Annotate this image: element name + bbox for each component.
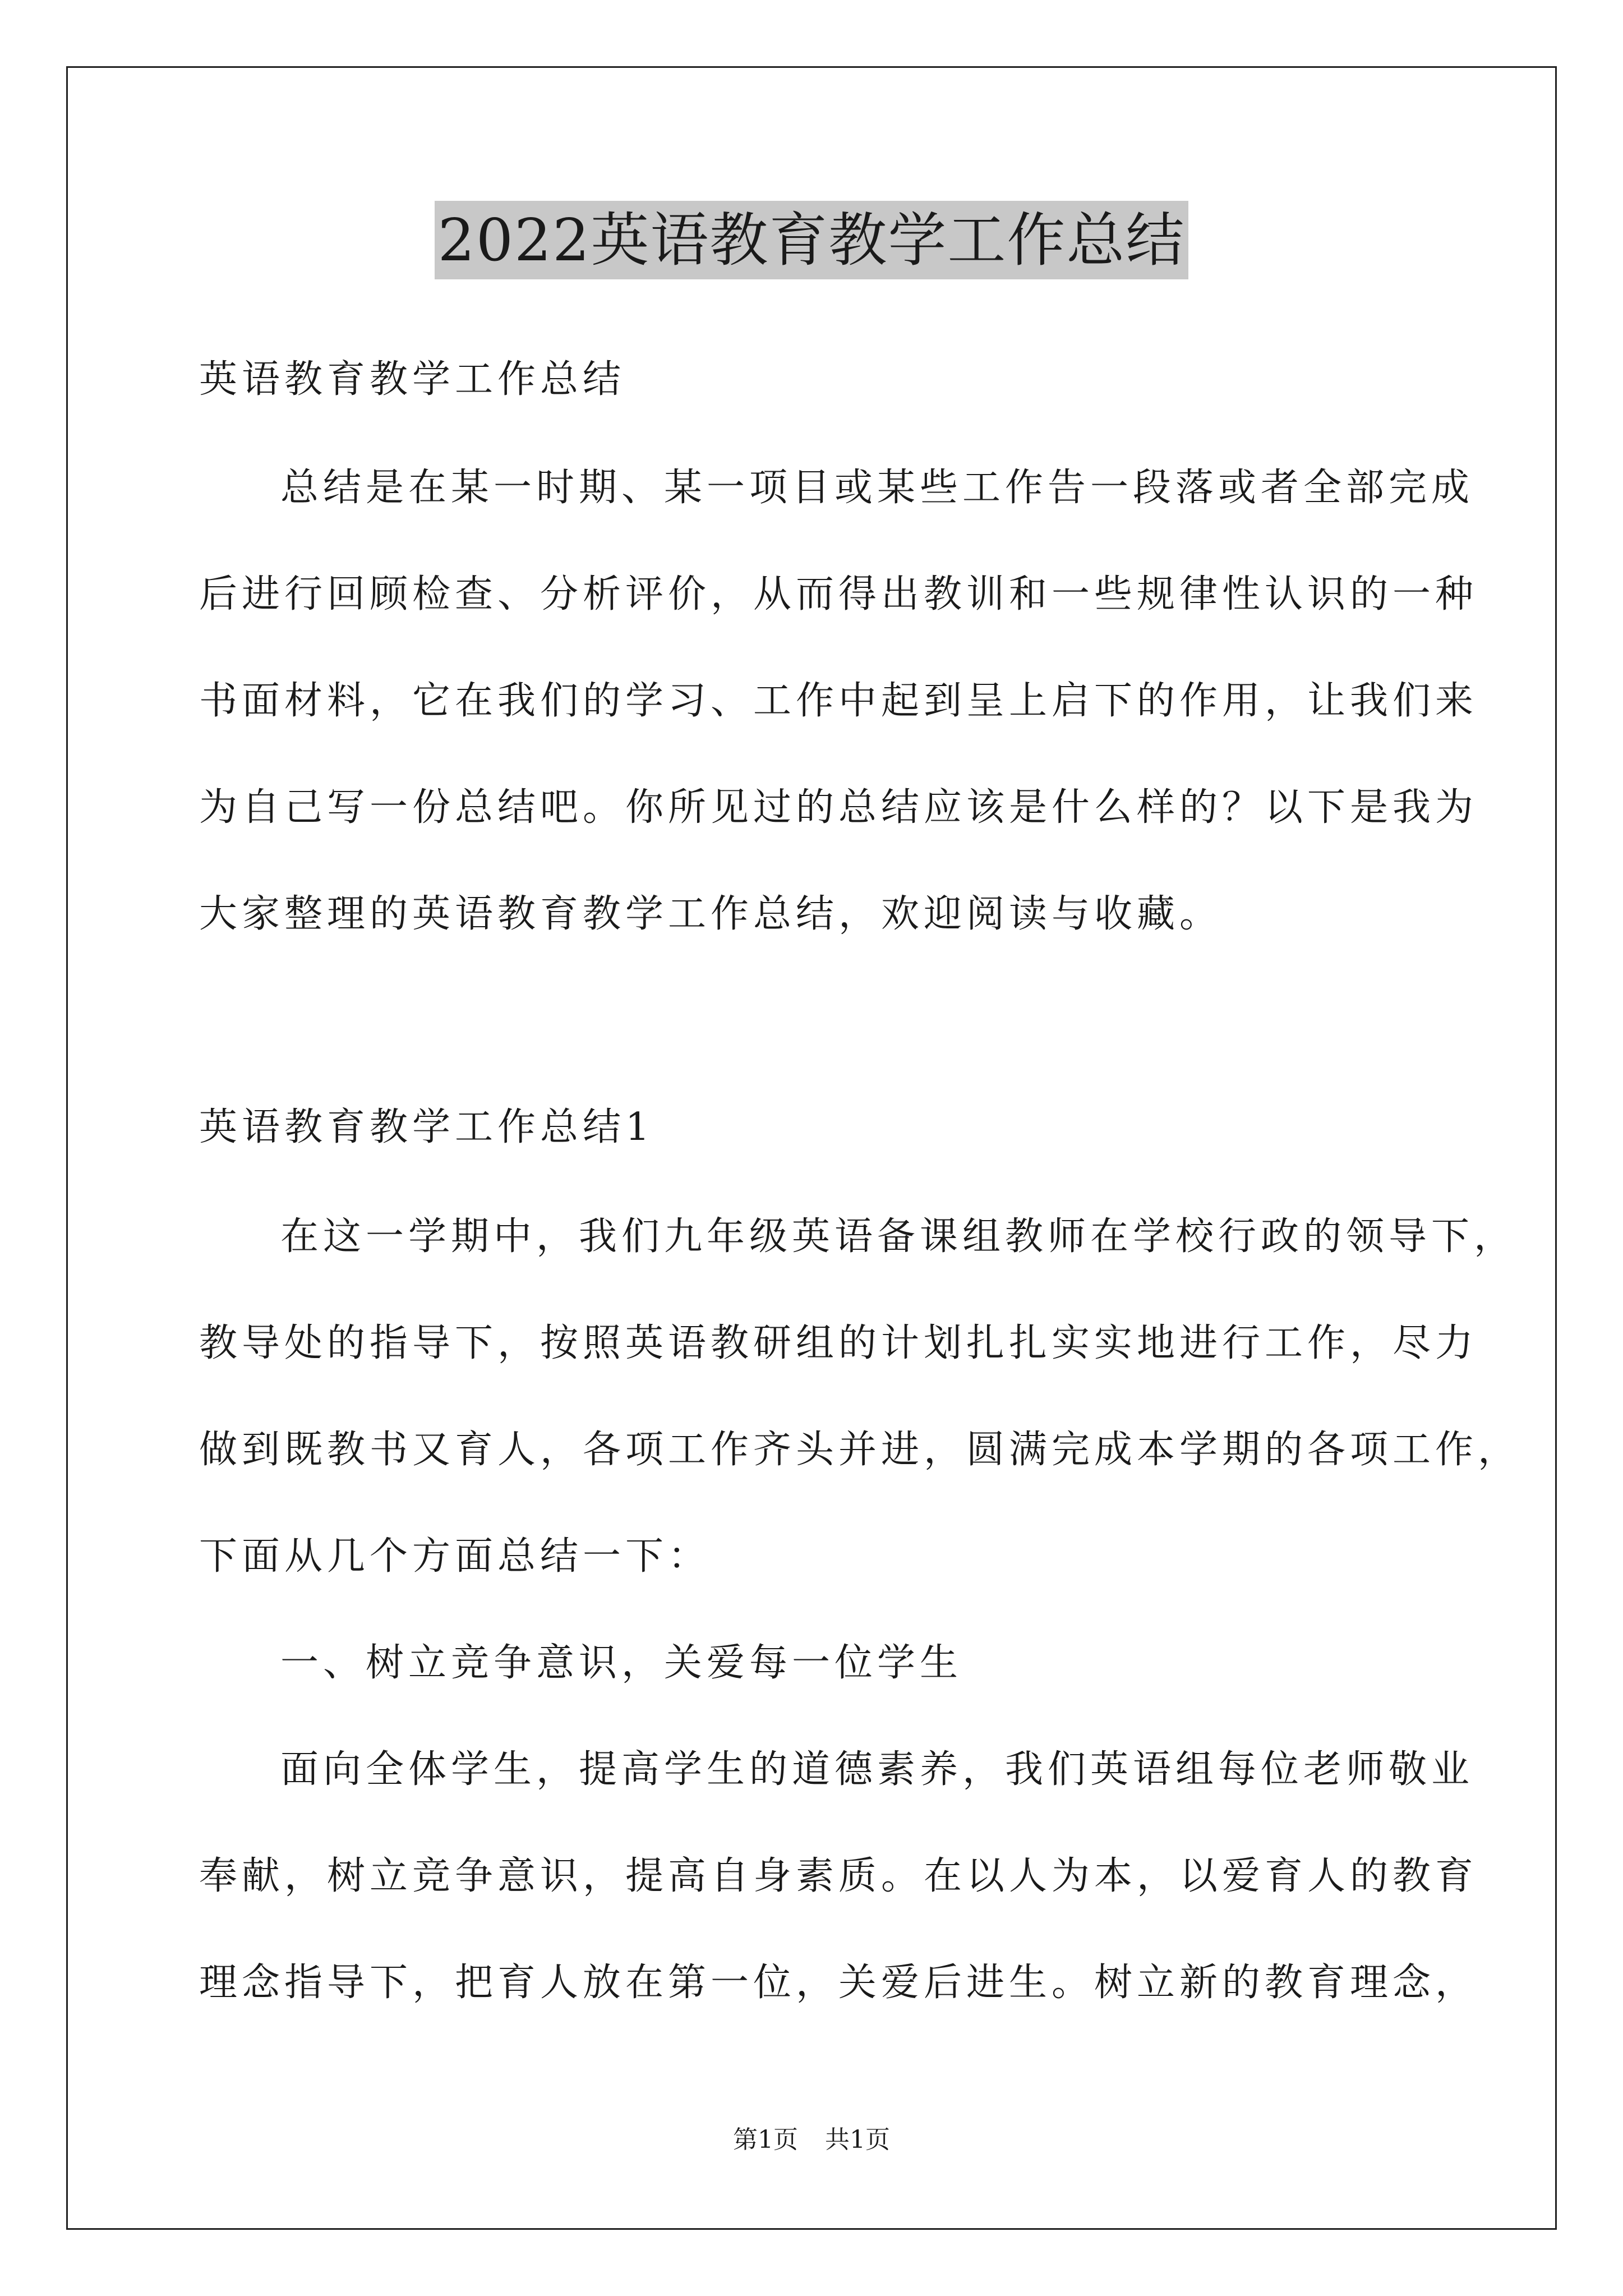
- page-footer: [0, 2123, 1623, 2157]
- intro-line-3: 书面材料，它在我们的学习、工作中起到呈上启下的作用，让我们来: [199, 679, 1478, 723]
- section-1-line-4: 下面从几个方面总结一下：: [199, 1534, 711, 1579]
- section-1-heading: 英语教育教学工作总结1: [199, 1105, 654, 1149]
- intro-line-1: 总结是在某一时期、某一项目或某些工作告一段落或者全部完成: [280, 466, 1474, 510]
- section-1-line-2: 教导处的指导下，按照英语教研组的计划扎扎实实地进行工作，尽力: [199, 1321, 1478, 1365]
- point-1-line-1: 面向全体学生，提高学生的道德素养，我们英语组每位老师敬业: [280, 1747, 1474, 1792]
- document-subtitle: 英语教育教学工作总结: [199, 357, 626, 402]
- page-number-current: 第1页: [733, 2125, 798, 2154]
- title-container: [0, 201, 1623, 279]
- point-1-line-3: 理念指导下，把育人放在第一位，关爱后进生。树立新的教育理念，: [199, 1961, 1478, 2005]
- page-number-total: 共1页: [825, 2125, 890, 2154]
- point-1-line-2: 奉献，树立竞争意识，提高自身素质。在以人为本，以爱育人的教育: [199, 1854, 1478, 1898]
- intro-line-5: 大家整理的英语教育教学工作总结，欢迎阅读与收藏。: [199, 892, 1223, 936]
- section-1-line-1: 在这一学期中，我们九年级英语备课组教师在学校行政的领导下，: [280, 1214, 1517, 1259]
- intro-line-2: 后进行回顾检查、分析评价，从而得出教训和一些规律性认识的一种: [199, 572, 1478, 616]
- section-1-line-3: 做到既教书又育人，各项工作齐头并进，圆满完成本学期的各项工作，: [199, 1428, 1521, 1472]
- intro-line-4: 为自己写一份总结吧。你所见过的总结应该是什么样的？以下是我为: [199, 785, 1478, 830]
- point-1-heading: 一、树立竞争意识，关爱每一位学生: [280, 1641, 963, 1685]
- document-title: 2022英语教育教学工作总结: [435, 201, 1189, 279]
